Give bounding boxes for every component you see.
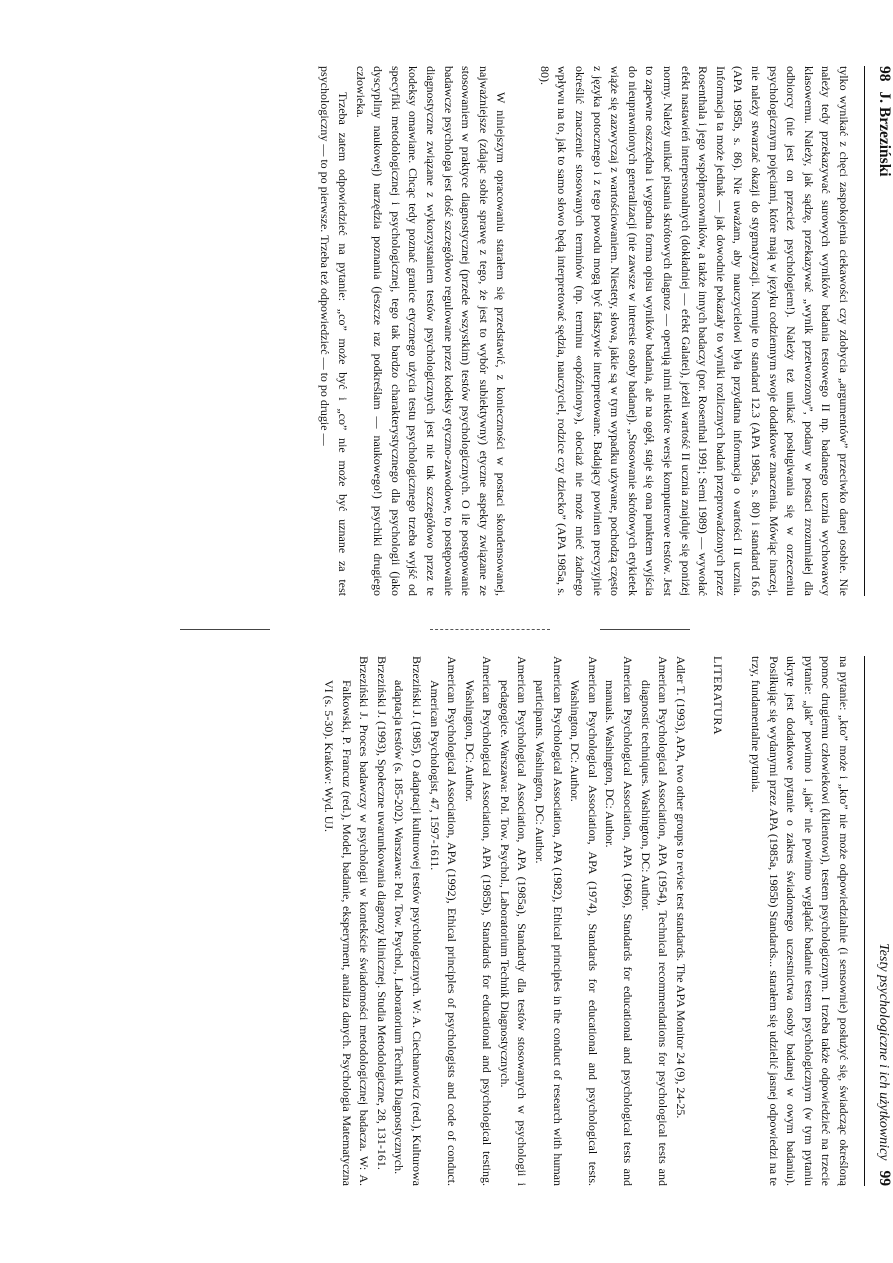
header-rule bbox=[864, 66, 865, 596]
left-page bbox=[93, 66, 893, 596]
left-page-header bbox=[869, 66, 893, 596]
reference-item: American Psychological Association, APA (1954), Technical recommendations for psychological tests and diagnostic techniques. Washington, DC: Author. bbox=[638, 656, 671, 1186]
running-head: J. Brzeziński bbox=[876, 91, 893, 177]
gutter-line bbox=[600, 629, 690, 630]
header-rule bbox=[864, 656, 865, 1186]
body-paragraph: W niniejszym opracowaniu starałem się przedstawić, z konieczności w postaci skondensowanej, najważniejsze (zdając sobie sprawę z tego, że jest to wybór subiektywny) etyczne aspekty związane ze stosowaniem w praktyce diagnostycznej (przede wszystkim) testów psychologicznych. O ile postępowanie badawcze psychologa jest dość szczegółowo regulowane przez kodeksy etyczno-zawodowe, to postępowanie diagnostyczne związane z wykorzystaniem testów psychologicznych jest nie tak szczegółowo przez te kodeksy omawiane. Chcąc tedy poznać granice etycznego użycia testu psychologicznego trzeba wyjść od specyfiki metodologicznej i psychologicznej, tego tak bardzo charakterystycznego dla psychologii (jako dyscypliny naukowej) narzędzia poznania (jeszcze raz podkreślam — naukowego!) psychiki drugiego człowieka. bbox=[353, 66, 509, 596]
right-page bbox=[93, 656, 893, 1186]
reference-item: American Psychological Association, APA (1985b), Standards for educational and psychological testing. Washington, DC: Author. bbox=[462, 656, 495, 1186]
reference-list bbox=[319, 656, 688, 1186]
reference-item: Adler T. (1993), APA, two other groups to revise test standards. The APA Monitor 24 (9), 24-25. bbox=[673, 656, 688, 1119]
reference-item: American Psychological Association, APA (1985a), Standardy dla testów stosowanych w psychologii i pedagogice. Warszawa: Pol. Tow. Psychol., Laboratorium Technik Diagnostycznych. bbox=[497, 656, 530, 1186]
reference-item: American Psychological Association, APA (1982), Ethical principles in the conduct of research with human participants. Washington, DC: Author. bbox=[533, 656, 565, 1186]
right-page-header bbox=[869, 656, 893, 1186]
gutter-line bbox=[430, 629, 550, 630]
body-paragraph: tylko wynikać z chęci zaspokojenia ciekawości czy zdobycia „argumentów” przeciwko danej osobie. Nie należy tedy przekazywać surowych wyników badania testowego II np. badanego ucznia wychowawcy klasowemu. Należy, jak sądzę, przekazywać „wynik przetworzony”, podany w postaci zrozumiałej dla odbiorcy (nie jest on przecież psychologiem!). Należy też unikać posługiwania się w orzeczeniu psychologicznym pojęciami, które mają w języku codziennym swoje dodatkowe znaczenia. Mówiąc inaczej, nie należy stwarzać okazji do stygmatyzacji. Normuje to standard 12.3 (APA 1985a, s. 80) i standard 16.6 (APA 1985b, s. 86). Nie uważam, aby nauczycielowi była przydatna informacja o wartości II ucznia. Informacja ta może jednak — jak dowodnie pokazały to wyniki rozlicznych badań przeprowadzonych przez Rosenthala i jego współpracowników, a także innych badaczy (por. Rosenthal 1991; Semi 1989) — wywołać efekt nastawień interpersonalnych (dokładniej — efekt Galatei), jeżeli wartość II ucznia znajduje się poniżej normy. Należy unikać pisania skrótowych diagnoz — operują nimi niektóre wersje komputerowe testów. Jest to zapewne oszczędna i wygodna forma opisu wyników badania, ale na ogół, staje się ona punktem wyjścia do nieuprawnionych generalizacji (nie zawsze w interesie osoby badanej). „Stosowanie skrótowych etykietek wiąże się zazwyczaj z wartościowaniem. Niestety, słowa, jakie są w tym wypadku używane, pochodzą często z języka potocznego i z tego powodu mogą być fałszywie interpretowane. Badający powinien precyzyjnie określić znaczenie stosowanych terminów (np. terminu «opóźniony»), ołociaż nie może mieć żadnego wpływu na to, jak to samo słowo będą interpretować sędzia, nauczyciel, rodzice czy dziecko” (APA 1985a, s. 80). bbox=[537, 66, 851, 596]
body-paragraph: Trzeba zatem odpowiedzieć na pytanie: „co” może być i „co” nie może być uznane za test psychologiczny — to po pierwsze. Trzeba też odpowiedzieć — to po drugie — bbox=[318, 66, 350, 596]
running-head: Testy psychologiczne i ich użytkownicy bbox=[876, 943, 891, 1161]
references-heading: LITERATURA bbox=[711, 656, 726, 735]
body-paragraph: na pytanie: „kto” może i „kto” nie może odpowiedzialnie (i sensownie) posłużyć się, świadcząc określoną pomoc drugiemu człowiekowi (klientowi), testem psychologicznym. I trzeba także odpowiedzieć na trzecie pytanie: „jak” powinno i „jak” nie powinno wyglądać badanie testem psychologicznym (w tym pytaniu ukryte jest dodatkowe pytanie o zakres świadomego uczestnictwa osoby badanej w owym badaniu). Posiłkując się wydanymi przez APA (1985a, 1985b) Standards... starałem się udzielić jasnej odpowiedzi na te trzy, fundamentalne pytania. bbox=[749, 656, 851, 1186]
reference-item: American Psychological Association, APA (1966), Standards for educational and psychological tests and manuals. Washington, DC: Author. bbox=[603, 656, 636, 1186]
reference-item: Brzeziński J. (1993), Społeczne uwarunkowania diagnozy klinicznej. Studia Metodologiczne, 28, 131-161. bbox=[374, 656, 389, 1170]
page-number: 98 bbox=[876, 66, 893, 82]
gutter-line bbox=[180, 629, 270, 630]
reference-item: Brzeziński J. (1985), O adaptacji kulturowej testów psychologicznych. W: A. Ciechanowicz (red.), Kulturowa adaptacja testów (s. 185-202). Warszawa: Pol. Tow. Psychol., Laboratorium Technik Diagnostycznych. bbox=[392, 656, 424, 1186]
page-number: 99 bbox=[876, 1170, 893, 1186]
reference-item: Brzeziński J. Proces badawczy w psychologii w kontekście świadomości metodologicznej badacza. W: A. Falkowski, P. Francuz (red.), Model, badanie, eksperyment, analiza danych. Psychologia Matematyczna VI (s. 5-30). Kraków: Wyd. UJ. bbox=[321, 656, 372, 1186]
reference-item: American Psychological Association, APA (1992), Ethical principles of psychologists and code of conduct. American Psychologist, 47, 1597-1611. bbox=[427, 656, 460, 1186]
reference-item: American Psychological Association, APA (1974), Standards for educational and psychological tests. Washington, DC: Author. bbox=[568, 656, 600, 1186]
